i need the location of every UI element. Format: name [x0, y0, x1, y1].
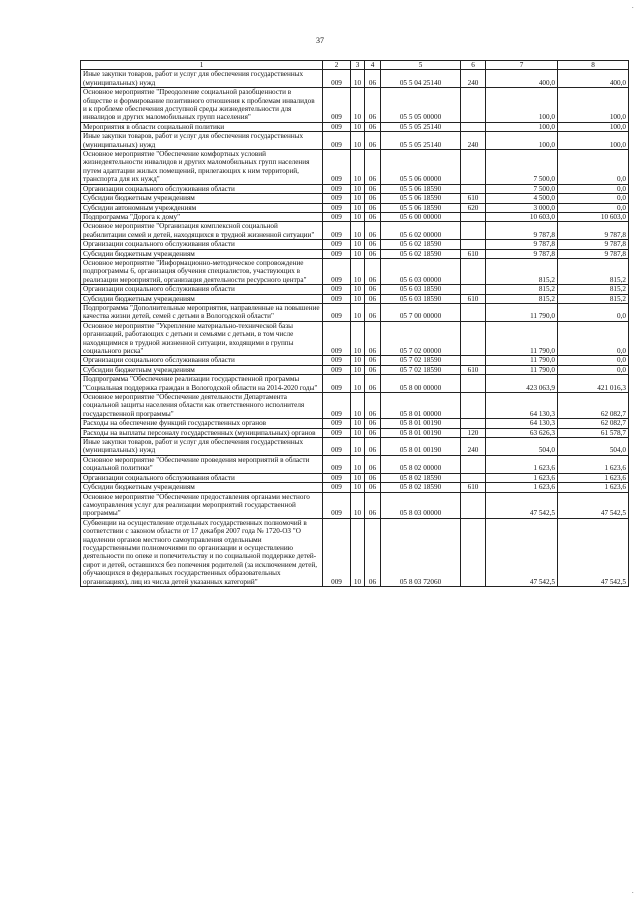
section-code: 10: [351, 428, 365, 437]
amount-year-1: 815,2: [486, 294, 558, 303]
ministry-code: 009: [323, 249, 351, 258]
row-name: Основное мероприятие "Обеспечение проведения мероприятий в области социальной политики": [81, 455, 323, 473]
ministry-code: 009: [323, 419, 351, 428]
amount-year-1: 100,0: [486, 88, 558, 123]
amount-year-1: 1 623,6: [486, 455, 558, 473]
expense-type-code: [461, 473, 486, 482]
amount-year-2: 504,0: [558, 438, 629, 456]
amount-year-2: 815,2: [558, 258, 629, 284]
table-row: [81, 518, 629, 586]
ministry-code: 009: [323, 184, 351, 193]
section-code: 10: [351, 222, 365, 240]
target-item-code: 05 5 05 25140: [381, 122, 461, 131]
expense-type-code: 610: [461, 194, 486, 203]
table-row: [81, 240, 629, 249]
target-item-code: 05 6 00 00000: [381, 212, 461, 221]
target-item-code: 05 5 06 18590: [381, 184, 461, 193]
target-item-code: 05 8 03 00000: [381, 492, 461, 518]
amount-year-2: 1 623,6: [558, 473, 629, 482]
row-name: Иные закупки товаров, работ и услуг для обеспечения государственных (муниципальных) нужд: [81, 132, 323, 150]
row-name: Основное мероприятие "Обеспечение деятельности Департамента социальной защиты населения области как ответственного исполнителя государственной программы": [81, 393, 323, 419]
amount-year-1: 11 790,0: [486, 356, 558, 365]
page-number: 37: [316, 36, 324, 45]
section-code: 10: [351, 184, 365, 193]
amount-year-2: 0,0: [558, 184, 629, 193]
row-name: Основное мероприятие "Укрепление материально-технической базы организаций, работающих с детьми и семьями с детьми, в том числе находящимися в трудной жизненной ситуации, входящими в группы социального риска": [81, 321, 323, 356]
section-code: 10: [351, 212, 365, 221]
expense-type-code: 120: [461, 428, 486, 437]
expense-type-code: [461, 375, 486, 393]
target-item-code: 05 5 06 18590: [381, 194, 461, 203]
amount-year-1: 11 790,0: [486, 321, 558, 356]
table-row: [81, 222, 629, 240]
section-code: 10: [351, 122, 365, 131]
amount-year-1: 7 500,0: [486, 150, 558, 185]
amount-year-2: 1 623,6: [558, 483, 629, 492]
expense-type-code: [461, 356, 486, 365]
subsection-code: 06: [365, 132, 381, 150]
amount-year-2: 0,0: [558, 356, 629, 365]
section-code: 10: [351, 518, 365, 586]
target-item-code: 05 6 02 18590: [381, 240, 461, 249]
amount-year-2: 62 082,7: [558, 419, 629, 428]
target-item-code: 05 5 04 25140: [381, 70, 461, 88]
target-item-code: 05 8 02 00000: [381, 455, 461, 473]
amount-year-2: 61 578,7: [558, 428, 629, 437]
amount-year-1: 9 787,8: [486, 240, 558, 249]
expense-type-code: [461, 518, 486, 586]
ministry-code: 009: [323, 375, 351, 393]
amount-year-1: 10 603,0: [486, 212, 558, 221]
amount-year-1: 64 130,3: [486, 393, 558, 419]
target-item-code: 05 7 02 18590: [381, 356, 461, 365]
ministry-code: 009: [323, 455, 351, 473]
column-header: 4: [365, 61, 381, 70]
amount-year-2: 0,0: [558, 150, 629, 185]
ministry-code: 009: [323, 258, 351, 284]
section-code: 10: [351, 455, 365, 473]
expense-type-code: 610: [461, 365, 486, 374]
ministry-code: 009: [323, 88, 351, 123]
section-code: 10: [351, 365, 365, 374]
column-header: 7: [486, 61, 558, 70]
budget-table: [80, 60, 629, 587]
row-name: Основное мероприятие "Организация комплексной социальной реабилитации семей и детей, находящихся в трудной жизненной ситуации": [81, 222, 323, 240]
target-item-code: 05 8 01 00190: [381, 428, 461, 437]
table-row: [81, 473, 629, 482]
section-code: 10: [351, 194, 365, 203]
amount-year-1: 815,2: [486, 258, 558, 284]
amount-year-2: 10 603,0: [558, 212, 629, 221]
expense-type-code: [461, 492, 486, 518]
scan-edge-mark: ·: [631, 889, 634, 897]
amount-year-2: 47 542,5: [558, 518, 629, 586]
target-item-code: 05 6 02 00000: [381, 222, 461, 240]
row-name: Субсидии бюджетным учреждениям: [81, 194, 323, 203]
ministry-code: 009: [323, 518, 351, 586]
subsection-code: 06: [365, 428, 381, 437]
section-code: 10: [351, 258, 365, 284]
subsection-code: 06: [365, 240, 381, 249]
amount-year-2: 100,0: [558, 132, 629, 150]
amount-year-1: 9 787,8: [486, 249, 558, 258]
subsection-code: 06: [365, 258, 381, 284]
amount-year-1: 64 130,3: [486, 419, 558, 428]
amount-year-2: 9 787,8: [558, 249, 629, 258]
ministry-code: 009: [323, 303, 351, 321]
amount-year-1: 11 790,0: [486, 365, 558, 374]
section-code: 10: [351, 88, 365, 123]
expense-type-code: [461, 150, 486, 185]
table-row: [81, 285, 629, 294]
column-header: 2: [323, 61, 351, 70]
amount-year-1: 63 626,3: [486, 428, 558, 437]
subsection-code: 06: [365, 294, 381, 303]
section-code: 10: [351, 419, 365, 428]
target-item-code: 05 8 01 00000: [381, 393, 461, 419]
ministry-code: 009: [323, 438, 351, 456]
expense-type-code: 610: [461, 483, 486, 492]
expense-type-code: [461, 393, 486, 419]
amount-year-1: 1 623,6: [486, 483, 558, 492]
ministry-code: 009: [323, 203, 351, 212]
amount-year-1: 100,0: [486, 132, 558, 150]
section-code: 10: [351, 321, 365, 356]
table-row: [81, 212, 629, 221]
row-name: Основное мероприятие "Информационно-методическое сопровождение подпрограммы 6, организация обучения специалистов, участвующих в реализации мероприятий, организация деятельности ресурсного центра": [81, 258, 323, 284]
target-item-code: 05 7 02 18590: [381, 365, 461, 374]
target-item-code: 05 7 00 00000: [381, 303, 461, 321]
target-item-code: 05 8 01 00190: [381, 438, 461, 456]
expense-type-code: 610: [461, 294, 486, 303]
table-row: [81, 438, 629, 456]
amount-year-2: 100,0: [558, 122, 629, 131]
amount-year-1: 815,2: [486, 285, 558, 294]
row-name: Расходы на обеспечение функций государственных органов: [81, 419, 323, 428]
subsection-code: 06: [365, 150, 381, 185]
section-code: 10: [351, 203, 365, 212]
subsection-code: 06: [365, 194, 381, 203]
amount-year-1: 423 063,9: [486, 375, 558, 393]
table-row: [81, 294, 629, 303]
amount-year-2: 0,0: [558, 203, 629, 212]
column-header: 3: [351, 61, 365, 70]
amount-year-2: 0,0: [558, 321, 629, 356]
column-header: 5: [381, 61, 461, 70]
amount-year-2: 815,2: [558, 294, 629, 303]
amount-year-2: 9 787,8: [558, 240, 629, 249]
row-name: Иные закупки товаров, работ и услуг для обеспечения государственных (муниципальных) нужд: [81, 70, 323, 88]
subsection-code: 06: [365, 455, 381, 473]
row-name: Организации социального обслуживания области: [81, 184, 323, 193]
row-name: Организации социального обслуживания области: [81, 473, 323, 482]
amount-year-1: 9 787,8: [486, 222, 558, 240]
section-code: 10: [351, 240, 365, 249]
section-code: 10: [351, 356, 365, 365]
subsection-code: 06: [365, 321, 381, 356]
row-name: Основное мероприятие "Обеспечение комфортных условий жизнедеятельности инвалидов и других маломобильных групп населения путем адаптации жилых помещений, прилегающих к ним территорий, транспорта для их нужд": [81, 150, 323, 185]
section-code: 10: [351, 473, 365, 482]
ministry-code: 009: [323, 132, 351, 150]
table-row: [81, 365, 629, 374]
subsection-code: 06: [365, 285, 381, 294]
row-name: Субвенции на осуществление отдельных государственных полномочий в соответствии с законом области от 17 декабря 2007 года № 1720-ОЗ "О наделении органов местного самоуправления отдельными государственными полномочиями по организации и осуществлению деятельности по опеке и попечительству и по социальной поддержке детей-сирот и детей, оставшихся без попечения родителей (за исключением детей, обучающихся в федеральных государственных образовательных организациях), лиц из числа детей указанных категорий": [81, 518, 323, 586]
row-name: Организации социального обслуживания области: [81, 285, 323, 294]
table-row: [81, 150, 629, 185]
target-item-code: 05 6 03 18590: [381, 285, 461, 294]
amount-year-1: 11 790,0: [486, 303, 558, 321]
subsection-code: 06: [365, 303, 381, 321]
table-header-row: [81, 61, 629, 70]
section-code: 10: [351, 303, 365, 321]
subsection-code: 06: [365, 122, 381, 131]
table-row: [81, 356, 629, 365]
table-row: [81, 321, 629, 356]
ministry-code: 009: [323, 212, 351, 221]
subsection-code: 06: [365, 222, 381, 240]
subsection-code: 06: [365, 88, 381, 123]
expense-type-code: 620: [461, 203, 486, 212]
ministry-code: 009: [323, 393, 351, 419]
row-name: Расходы на выплаты персоналу государственных (муниципальных) органов: [81, 428, 323, 437]
row-name: Организации социального обслуживания области: [81, 356, 323, 365]
section-code: 10: [351, 438, 365, 456]
target-item-code: 05 5 06 18590: [381, 203, 461, 212]
amount-year-2: 100,0: [558, 88, 629, 123]
expense-type-code: [461, 212, 486, 221]
expense-type-code: [461, 222, 486, 240]
subsection-code: 06: [365, 70, 381, 88]
ministry-code: 009: [323, 365, 351, 374]
expense-type-code: [461, 240, 486, 249]
target-item-code: 05 8 02 18590: [381, 473, 461, 482]
amount-year-1: 3 000,0: [486, 203, 558, 212]
expense-type-code: [461, 321, 486, 356]
ministry-code: 009: [323, 294, 351, 303]
target-item-code: 05 8 01 00190: [381, 419, 461, 428]
table-row: [81, 393, 629, 419]
ministry-code: 009: [323, 240, 351, 249]
target-item-code: 05 5 06 00000: [381, 150, 461, 185]
table-row: [81, 258, 629, 284]
expense-type-code: [461, 285, 486, 294]
amount-year-1: 47 542,5: [486, 492, 558, 518]
table-row: [81, 303, 629, 321]
table-row: [81, 194, 629, 203]
amount-year-1: 400,0: [486, 70, 558, 88]
column-header: 6: [461, 61, 486, 70]
table-row: [81, 70, 629, 88]
row-name: Субсидии автономным учреждениям: [81, 203, 323, 212]
section-code: 10: [351, 375, 365, 393]
amount-year-2: 400,0: [558, 70, 629, 88]
amount-year-1: 7 500,0: [486, 184, 558, 193]
ministry-code: 009: [323, 321, 351, 356]
ministry-code: 009: [323, 356, 351, 365]
row-name: Подпрограмма "Обеспечение реализации государственной программы "Социальная поддержка граждан в Вологодской области на 2014-2020 годы": [81, 375, 323, 393]
section-code: 10: [351, 150, 365, 185]
target-item-code: 05 5 05 00000: [381, 88, 461, 123]
subsection-code: 06: [365, 356, 381, 365]
expense-type-code: 240: [461, 70, 486, 88]
target-item-code: 05 8 02 18590: [381, 483, 461, 492]
row-name: Основное мероприятие "Обеспечение предоставления органами местного самоуправления услуг для реализации мероприятий государственной программы": [81, 492, 323, 518]
expense-type-code: [461, 88, 486, 123]
subsection-code: 06: [365, 518, 381, 586]
expense-type-code: [461, 122, 486, 131]
ministry-code: 009: [323, 428, 351, 437]
subsection-code: 06: [365, 184, 381, 193]
table-row: [81, 492, 629, 518]
row-name: Субсидии бюджетным учреждениям: [81, 249, 323, 258]
subsection-code: 06: [365, 365, 381, 374]
target-item-code: 05 6 02 18590: [381, 249, 461, 258]
amount-year-1: 504,0: [486, 438, 558, 456]
target-item-code: 05 7 02 00000: [381, 321, 461, 356]
amount-year-2: 62 082,7: [558, 393, 629, 419]
expense-type-code: [461, 455, 486, 473]
ministry-code: 009: [323, 473, 351, 482]
expense-type-code: [461, 258, 486, 284]
row-name: Организации социального обслуживания области: [81, 240, 323, 249]
table-row: [81, 483, 629, 492]
amount-year-2: 0,0: [558, 194, 629, 203]
row-name: Субсидии бюджетным учреждениям: [81, 294, 323, 303]
table-row: [81, 184, 629, 193]
row-name: Мероприятия в области социальной политики: [81, 122, 323, 131]
amount-year-2: 1 623,6: [558, 455, 629, 473]
amount-year-1: 47 542,5: [486, 518, 558, 586]
table-row: [81, 375, 629, 393]
expense-type-code: [461, 419, 486, 428]
scan-edge-mark: ·: [631, 4, 634, 12]
row-name: Подпрограмма "Дорога к дому": [81, 212, 323, 221]
column-header: 8: [558, 61, 629, 70]
amount-year-2: 0,0: [558, 365, 629, 374]
table-row: [81, 132, 629, 150]
subsection-code: 06: [365, 492, 381, 518]
row-name: Основное мероприятие "Преодоление социальной разобщенности в обществе и формирование позитивного отношения к проблемам инвалидов и к проблеме обеспечения доступной среды жизнедеятельности для инвалидов и других маломобильных групп населения": [81, 88, 323, 123]
target-item-code: 05 6 03 00000: [381, 258, 461, 284]
section-code: 10: [351, 492, 365, 518]
section-code: 10: [351, 393, 365, 419]
table-row: [81, 419, 629, 428]
target-item-code: 05 8 00 00000: [381, 375, 461, 393]
row-name: Иные закупки товаров, работ и услуг для обеспечения государственных (муниципальных) нужд: [81, 438, 323, 456]
ministry-code: 009: [323, 222, 351, 240]
ministry-code: 009: [323, 194, 351, 203]
ministry-code: 009: [323, 122, 351, 131]
table-row: [81, 428, 629, 437]
section-code: 10: [351, 249, 365, 258]
subsection-code: 06: [365, 249, 381, 258]
target-item-code: 05 5 05 25140: [381, 132, 461, 150]
section-code: 10: [351, 70, 365, 88]
subsection-code: 06: [365, 473, 381, 482]
subsection-code: 06: [365, 438, 381, 456]
ministry-code: 009: [323, 70, 351, 88]
subsection-code: 06: [365, 419, 381, 428]
expense-type-code: 240: [461, 438, 486, 456]
amount-year-1: 1 623,6: [486, 473, 558, 482]
row-name: Подпрограмма "Дополнительные мероприятия, направленные на повышение качества жизни детей, семей с детьми в Вологодской области": [81, 303, 323, 321]
target-item-code: 05 6 03 18590: [381, 294, 461, 303]
target-item-code: 05 8 03 72060: [381, 518, 461, 586]
amount-year-2: 47 542,5: [558, 492, 629, 518]
ministry-code: 009: [323, 483, 351, 492]
table-row: [81, 249, 629, 258]
table-row: [81, 122, 629, 131]
table-row: [81, 203, 629, 212]
ministry-code: 009: [323, 492, 351, 518]
expense-type-code: 610: [461, 249, 486, 258]
subsection-code: 06: [365, 375, 381, 393]
table-row: [81, 88, 629, 123]
amount-year-2: 421 016,3: [558, 375, 629, 393]
section-code: 10: [351, 483, 365, 492]
column-header: 1: [81, 61, 323, 70]
ministry-code: 009: [323, 150, 351, 185]
amount-year-2: 0,0: [558, 303, 629, 321]
table-row: [81, 455, 629, 473]
subsection-code: 06: [365, 212, 381, 221]
section-code: 10: [351, 285, 365, 294]
row-name: Субсидии бюджетным учреждениям: [81, 365, 323, 374]
subsection-code: 06: [365, 393, 381, 419]
subsection-code: 06: [365, 483, 381, 492]
section-code: 10: [351, 294, 365, 303]
expense-type-code: 240: [461, 132, 486, 150]
amount-year-1: 100,0: [486, 122, 558, 131]
section-code: 10: [351, 132, 365, 150]
ministry-code: 009: [323, 285, 351, 294]
row-name: Субсидии бюджетным учреждениям: [81, 483, 323, 492]
amount-year-2: 9 787,8: [558, 222, 629, 240]
subsection-code: 06: [365, 203, 381, 212]
expense-type-code: [461, 303, 486, 321]
amount-year-2: 815,2: [558, 285, 629, 294]
expense-type-code: [461, 184, 486, 193]
amount-year-1: 4 500,0: [486, 194, 558, 203]
